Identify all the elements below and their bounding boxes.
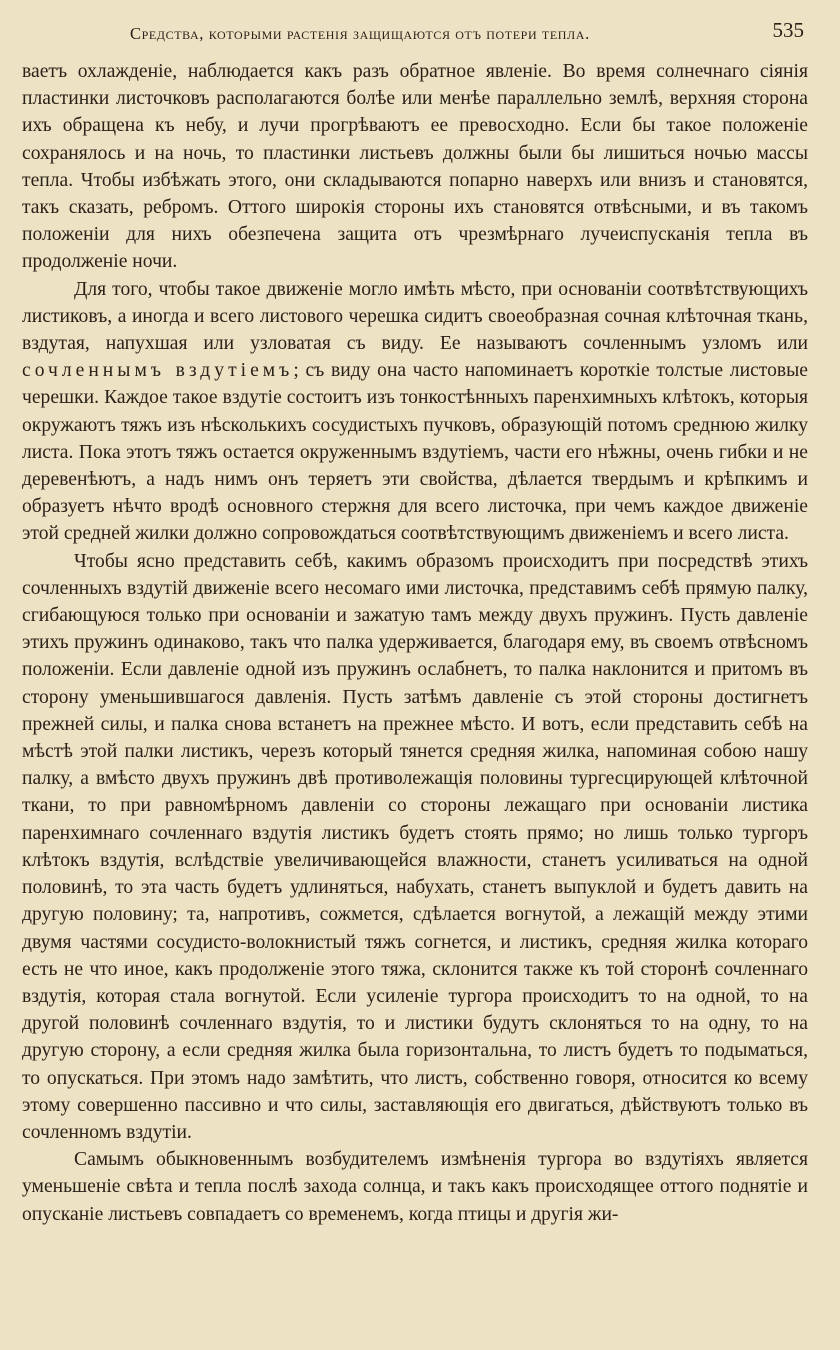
- paragraph-text: ; съ виду она часто напоминаетъ короткіе толстые листовые черешки. Каждое такое вздутіе состоитъ изъ тонкостѣнныхъ паренхимныхъ клѣтокъ, которыя окружаютъ тяжъ изъ нѣсколькихъ сосудистыхъ пучковъ, образующій потомъ среднюю жилку листа. Пока этотъ тяжъ остается окруженнымъ вздутіемъ, части его нѣжны, очень гибки и не деревенѣютъ, а надъ нимъ онъ теряетъ эти свойства, дѣлается твердымъ и крѣпкимъ и образуетъ нѣчто вродѣ основного стержня для всего листочка, при чемъ каждое движеніе этой средней жилки должно сопровождаться соотвѣтствующимъ движеніемъ и всего листа.: [22, 360, 808, 545]
- paragraph-continuation: ваетъ охлажденіе, наблюдается какъ разъ обратное явленіе. Во время солнечнаго сіянія пластинки листочковъ располагаются болѣе или менѣе параллельно землѣ, верхняя сторона ихъ обращена къ небу, и лучи прогрѣваютъ ее превосходно. Если бы такое положеніе сохранялось и на ночь, то пластинки листьевъ должны были бы лишиться ночью массы тепла. Чтобы избѣжать этого, они складываются попарно наверхъ или внизъ и становятся, такъ сказать, ребромъ. Оттого широкія стороны ихъ становятся отвѣсными, и въ такомъ положеніи для нихъ обезпечена защита отъ чрезмѣрнаго лучеиспусканія тепла въ продолженіе ночи.: [22, 61, 808, 273]
- paragraph-jointed-swelling: [22, 276, 808, 548]
- paragraph-text: Для того, чтобы такое движеніе могло имѣть мѣсто, при основаніи соотвѣтствующихъ листиковъ, а иногда и всего листового черешка сидитъ своеобразная сочная клѣточная ткань, вздутая, напухшая или узловатая съ виду. Ее называютъ сочленнымъ узломъ или: [22, 278, 808, 355]
- running-title: Средства, которыми растенія защищаются отъ потери тепла.: [130, 24, 590, 43]
- page-header: [22, 14, 808, 58]
- paragraph-turgor-stimulus: Самымъ обыкновеннымъ возбудителемъ измѣненія тургора во вздутіяхъ является уменьшеніе свѣта и тепла послѣ захода солнца, и такъ какъ происходящее оттого поднятіе и опусканіе листьевъ совпадаетъ со временемъ, когда птицы и другія жи-: [22, 1149, 808, 1225]
- paragraph-stick-analogy: Чтобы ясно представить себѣ, какимъ образомъ происходитъ при посредствѣ этихъ сочленныхъ вздутій движеніе всего несомаго ими листочка, представимъ себѣ прямую палку, сгибающуюся только при основаніи и зажатую тамъ между двухъ пружинъ. Пусть давленіе этихъ пружинъ одинаково, такъ что палка удерживается, благодаря ему, въ своемъ отвѣсномъ положеніи. Если давленіе одной изъ пружинъ ослабнетъ, то палка наклонится и притомъ въ сторону уменьшившагося давленія. Пусть затѣмъ давленіе съ этой стороны достигнетъ прежней силы, и палка снова встанетъ на прежнее мѣсто. И вотъ, если представить себѣ на мѣстѣ этой палки листикъ, черезъ который тянется средняя жилка, напоминая собою нашу палку, а вмѣсто двухъ пружинъ двѣ противолежащія половины тургесцирующей клѣточной ткани, то при равномѣрномъ давленіи со стороны лежащаго при основаніи листика паренхимнаго сочленнаго вздутія листикъ будетъ стоять прямо; но лишь только тургоръ клѣтокъ вздутія, вслѣдствіе увеличивающейся влажности, станетъ усиливаться на одной половинѣ, то эта часть будетъ удлиняться, набухать, станетъ выпуклой и будетъ давить на другую половину; та, напротивъ, сожмется, сдѣлается вогнутой, а лежащій между этими двумя частями сосудисто-волокнистый тяжъ согнется, и листикъ, средняя жилка котораго есть не что иное, какъ продолженіе этого тяжа, склонится также къ той сторонѣ сочленнаго вздутія, которая стала вогнутой. Если усиленіе тургора происходитъ то на одной, то на другой половинѣ сочленнаго вздутія, то и листики будутъ склоняться то на одну, то на другую сторону, а если средняя жилка была горизонтальна, то листъ будетъ то подыматься, то опускаться. При этомъ надо замѣтить, что листъ, собственно говоря, относится ко всему этому совершенно пассивно и что силы, заставляющія его двигаться, дѣйствуютъ только въ сочленномъ вздутіи.: [22, 550, 808, 1143]
- page-number: 535: [772, 18, 804, 42]
- emphasized-term: сочленнымъ вздутіемъ: [22, 360, 294, 382]
- body-text: [22, 58, 808, 1228]
